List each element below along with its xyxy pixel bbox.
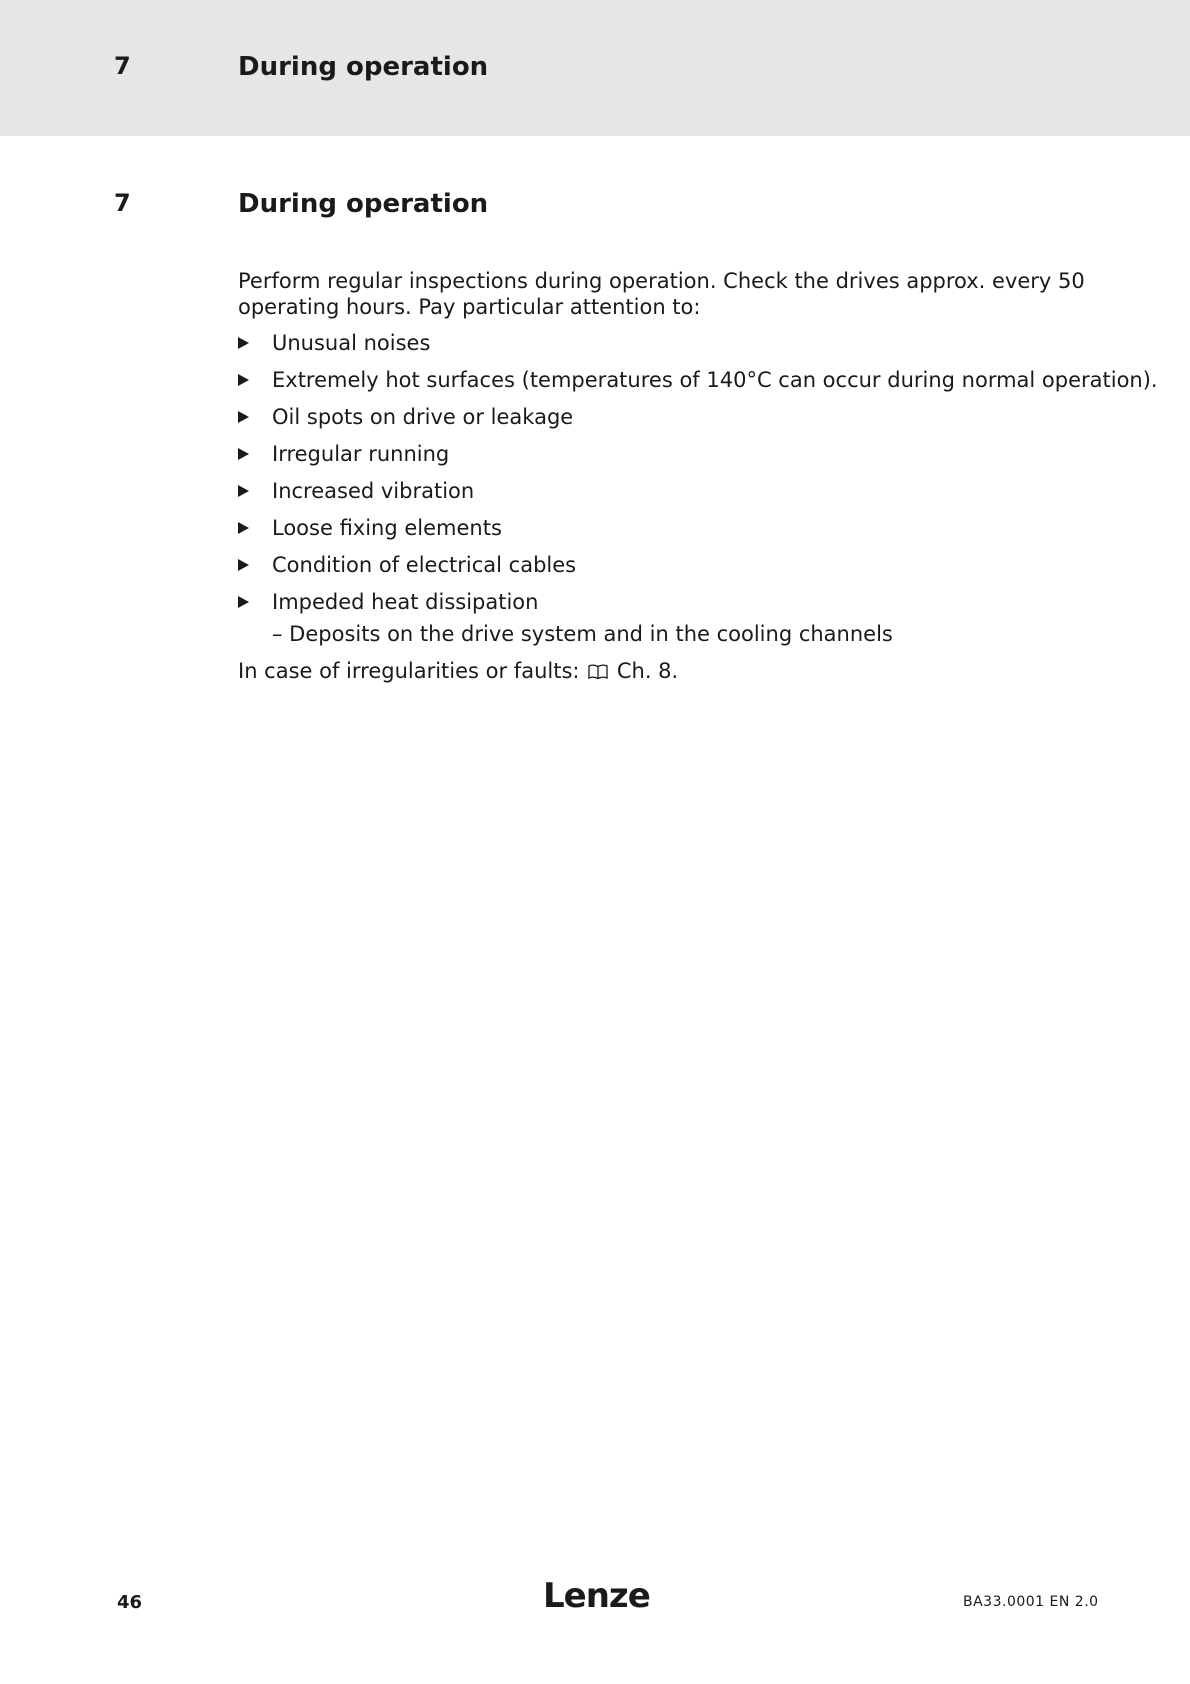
list-item: Condition of electrical cables xyxy=(238,552,1088,578)
intro-paragraph: Perform regular inspections during operation. Check the drives approx. every 50 operating hours. Pay particular attention to: xyxy=(238,269,1085,319)
book-icon xyxy=(588,660,608,686)
section-content xyxy=(238,268,1158,686)
outro-prefix: In case of irregularities or faults: xyxy=(238,659,580,683)
document-id: BA33.0001 EN 2.0 xyxy=(963,1594,1099,1610)
chapter-reference-link[interactable]: Ch. 8. xyxy=(616,659,679,683)
list-item: Impeded heat dissipation – Deposits on the drive system and in the cooling channels xyxy=(238,589,1088,647)
arrow-bullet-icon xyxy=(238,448,249,460)
arrow-bullet-icon xyxy=(238,596,249,608)
arrow-bullet-icon xyxy=(238,485,249,497)
list-subnote: – Deposits on the drive system and in the cooling channels xyxy=(272,622,893,646)
arrow-bullet-icon xyxy=(238,337,249,349)
header-chapter-title: During operation xyxy=(238,52,489,82)
page-number: 46 xyxy=(117,1592,143,1613)
header-chapter-number: 7 xyxy=(114,52,131,80)
arrow-bullet-icon xyxy=(238,559,249,571)
arrow-bullet-icon xyxy=(238,411,249,423)
list-item: Increased vibration xyxy=(238,478,1088,504)
arrow-bullet-icon xyxy=(238,374,249,386)
list-item: Oil spots on drive or leakage xyxy=(238,404,1088,430)
lenze-logo: Lenze xyxy=(543,1576,650,1616)
section-title: During operation xyxy=(238,189,489,219)
section-number: 7 xyxy=(114,189,131,217)
inspection-checklist xyxy=(238,330,1158,647)
list-item: Unusual noises xyxy=(238,330,1088,356)
list-item: Extremely hot surfaces (temperatures of 140°C can occur during normal operation). xyxy=(238,367,1088,393)
header-band xyxy=(0,0,1190,136)
list-item: Irregular running xyxy=(238,441,1088,467)
arrow-bullet-icon xyxy=(238,522,249,534)
list-item: Loose fixing elements xyxy=(238,515,1088,541)
outro-paragraph xyxy=(238,658,1088,686)
